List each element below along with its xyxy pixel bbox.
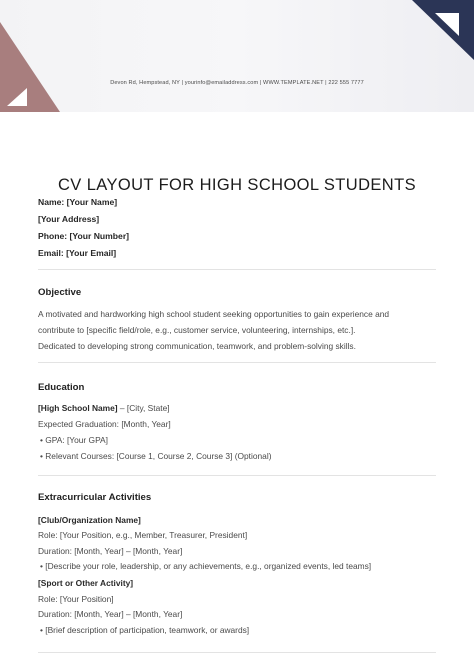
name-line: Name: [Your Name] [38, 197, 118, 207]
page-title: CV LAYOUT FOR HIGH SCHOOL STUDENTS [57, 176, 416, 194]
sport-duration: Duration: [Month, Year] – [Month, Year] [38, 609, 183, 619]
sport-role: Role: [Your Position] [38, 594, 114, 604]
school-line [38, 403, 170, 413]
phone-line: Phone: [Your Number] [38, 231, 130, 241]
sport-name [38, 578, 133, 588]
address-line: [Your Address] [38, 214, 100, 224]
extracurricular-heading: Extracurricular Activities [38, 492, 152, 503]
divider [38, 475, 436, 476]
personal-info [38, 196, 129, 264]
navy-triangle-decoration [412, 0, 474, 60]
sport-description: • [Brief description of participation, teamwork, or awards] [40, 625, 250, 635]
graduation-line: Expected Graduation: [Month, Year] [38, 419, 171, 429]
objective-heading: Objective [38, 287, 82, 298]
divider [38, 269, 436, 270]
divider [38, 362, 436, 363]
club-duration: Duration: [Month, Year] – [Month, Year] [38, 546, 183, 556]
objective-text [38, 306, 438, 354]
sport-name-text: [Sport or Other Activity] [38, 578, 134, 588]
rose-triangle-decoration [0, 22, 60, 112]
header-decoration [0, 0, 474, 112]
club-name [38, 515, 141, 525]
email-line: Email: [Your Email] [38, 248, 117, 258]
divider [38, 652, 436, 653]
gpa-item: • GPA: [Your GPA] [40, 435, 108, 445]
school-location: – [City, State] [117, 403, 170, 413]
club-role: Role: [Your Position, e.g., Member, Treasurer, President] [38, 530, 248, 540]
school-name: [High School Name] [38, 403, 118, 413]
courses-item: • Relevant Courses: [Course 1, Course 2, Course 3] (Optional) [40, 451, 272, 461]
club-name-text: [Club/Organization Name] [38, 515, 141, 525]
contact-line: Devon Rd, Hempstead, NY | yourinfo@emailaddress.com | WWW.TEMPLATE.NET | 222 555 7777 [110, 80, 364, 86]
objective-line: contribute to [specific field/role, e.g., customer service, volunteering, internships, etc.]. [38, 325, 356, 335]
objective-line: Dedicated to developing strong communication, teamwork, and problem-solving skills. [38, 341, 356, 351]
header-band [0, 0, 474, 112]
club-description: • [Describe your role, leadership, or any achievements, e.g., organized events, led teams] [40, 561, 372, 571]
education-heading: Education [38, 382, 85, 393]
objective-line: A motivated and hardworking high school student seeking opportunities to gain experience and [38, 309, 390, 319]
